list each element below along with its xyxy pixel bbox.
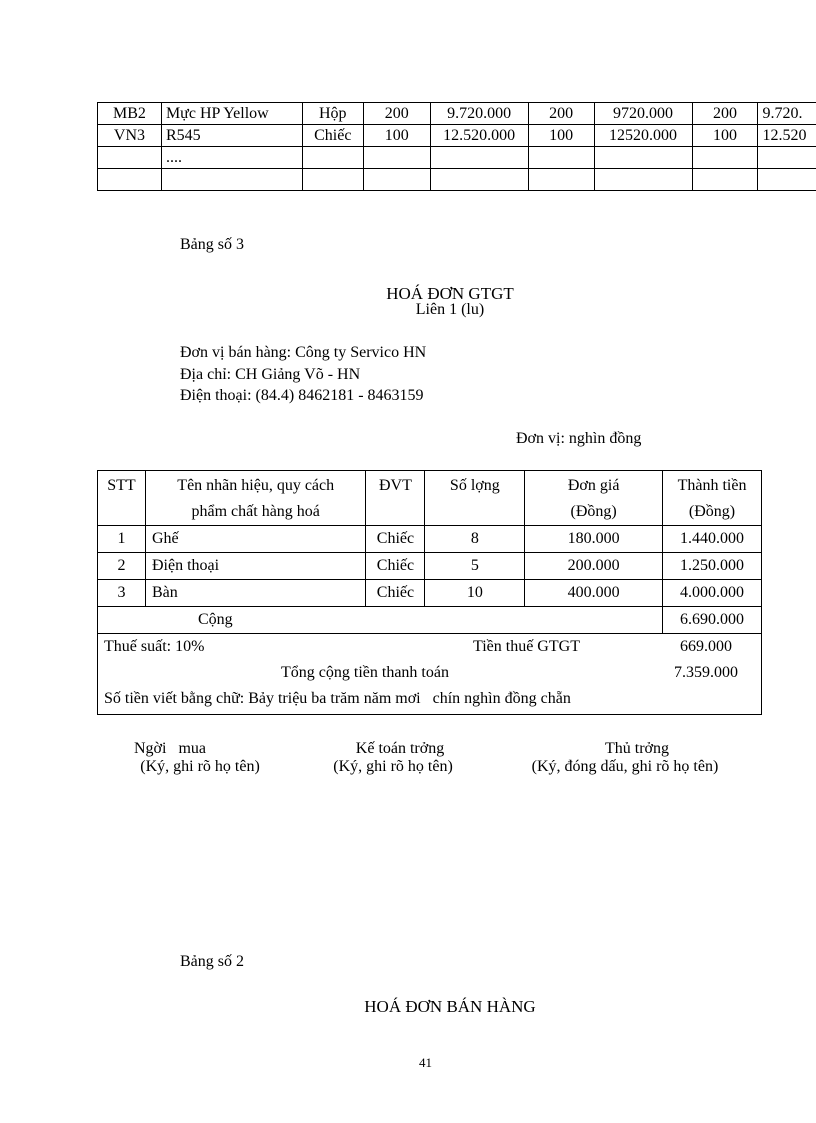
grand-total-label: Tổng cộng tiền thanh toán bbox=[281, 664, 449, 681]
summary-row bbox=[98, 660, 762, 686]
invoice-copy-label: Liên 1 (lu) bbox=[415, 301, 485, 318]
subtotal-row bbox=[98, 607, 762, 634]
seller-phone: Điện thoại: (84.4) 8462181 - 8463159 bbox=[180, 387, 424, 404]
accountant-signature-note: (Ký, ghi rõ họ tên) bbox=[333, 758, 453, 775]
accountant-signature-title: Kế toán trởng bbox=[355, 740, 445, 757]
subtotal-value: 6.690.000 bbox=[663, 607, 762, 634]
table-row: VN3 R545 Chiếc 100 12.520.000 100 12520.000 100 12.520 bbox=[98, 125, 816, 147]
tax-label: Tiền thuế GTGT bbox=[473, 638, 580, 655]
director-signature-title: Thủ trởng bbox=[604, 740, 669, 757]
table-row: 2 Điện thoại Chiếc 5 200.000 1.250.000 bbox=[98, 553, 762, 580]
table-row: 3 Bàn Chiếc 10 400.000 4.000.000 bbox=[98, 580, 762, 607]
tax-rate: Thuế suất: 10% bbox=[104, 638, 205, 655]
table-row: 1 Ghế Chiếc 8 180.000 1.440.000 bbox=[98, 526, 762, 553]
inventory-table bbox=[97, 102, 816, 191]
seller-name: Đơn vị bán hàng: Công ty Servico HN bbox=[180, 344, 427, 361]
table-caption: Bảng số 3 bbox=[180, 236, 244, 253]
amount-in-words: Số tiền viết bằng chữ: Bảy triệu ba trăm năm mơi chín nghìn đồng chẵn bbox=[104, 690, 571, 707]
summary-row bbox=[98, 686, 762, 715]
table-row: MB2 Mực HP Yellow Hộp 200 9.720.000 200 9720.000 200 9.720. bbox=[98, 103, 816, 125]
tax-value: 669.000 bbox=[680, 638, 732, 655]
unit-note: Đơn vị: nghìn đồng bbox=[516, 430, 642, 447]
grand-total-value: 7.359.000 bbox=[674, 664, 738, 681]
table-caption: Bảng số 2 bbox=[180, 953, 244, 970]
seller-address: Địa chỉ: CH Giảng Võ - HN bbox=[180, 366, 361, 383]
page-number: 41 bbox=[419, 1055, 432, 1070]
director-signature-note: (Ký, đóng dấu, ghi rõ họ tên) bbox=[531, 758, 719, 775]
invoice-title: HOÁ ĐƠN GTGT bbox=[386, 284, 514, 303]
buyer-signature-title: Ngời mua bbox=[133, 740, 206, 757]
table-header-row: STT Tên nhãn hiệu, quy cách phẩm chất hàng hoá ĐVT Số lợng Đơn giá (Đồng) Thành tiền (Đồng) bbox=[98, 471, 762, 526]
sales-invoice-title: HOÁ ĐƠN BÁN HÀNG bbox=[364, 997, 536, 1016]
buyer-signature-note: (Ký, ghi rõ họ tên) bbox=[140, 758, 260, 775]
table-row bbox=[98, 169, 816, 191]
subtotal-label: Cộng bbox=[198, 611, 233, 628]
summary-row bbox=[98, 634, 762, 661]
table-row: .... bbox=[98, 147, 816, 169]
invoice-table bbox=[97, 470, 762, 715]
